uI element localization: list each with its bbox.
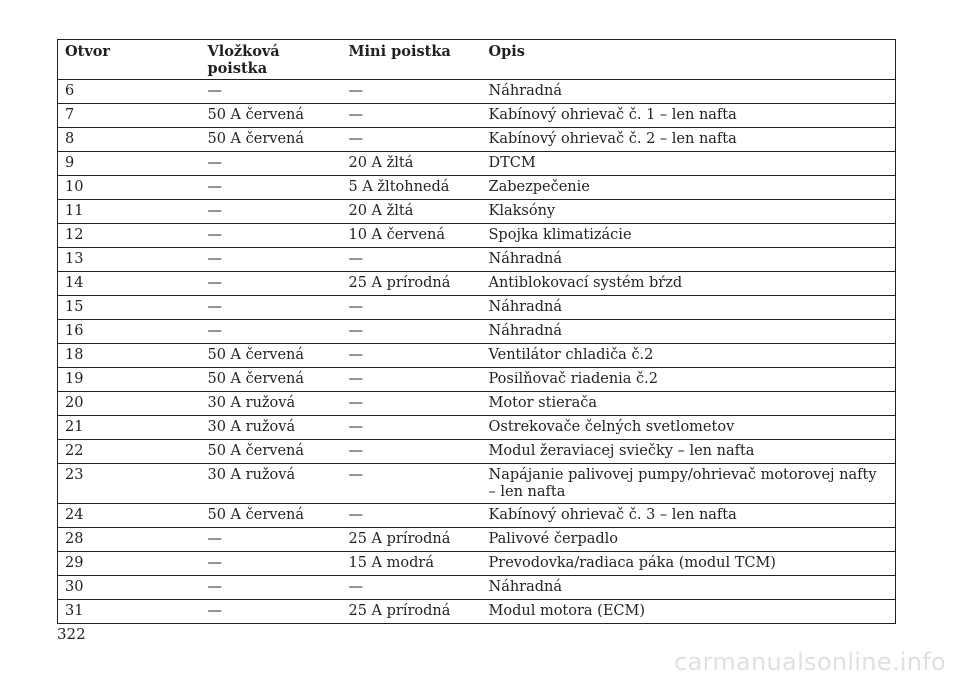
table-row xyxy=(58,200,896,224)
cell-description: Náhradná xyxy=(482,248,896,272)
cell-description: Modul motora (ECM) xyxy=(482,600,896,624)
table-row xyxy=(58,440,896,464)
fuse-table xyxy=(57,39,896,624)
cell-cartridge-fuse: — xyxy=(201,528,342,552)
cell-slot: 28 xyxy=(58,528,201,552)
cell-cartridge-fuse: — xyxy=(201,152,342,176)
cell-description: Kabínový ohrievač č. 1 – len nafta xyxy=(482,104,896,128)
cell-mini-fuse: 25 A prírodná xyxy=(342,600,482,624)
cell-description: Ostrekovače čelných svetlometov xyxy=(482,416,896,440)
table-row xyxy=(58,528,896,552)
cell-mini-fuse: — xyxy=(342,104,482,128)
cell-cartridge-fuse: — xyxy=(201,272,342,296)
cell-cartridge-fuse: 50 A červená xyxy=(201,504,342,528)
cell-cartridge-fuse: 30 A ružová xyxy=(201,392,342,416)
table-row xyxy=(58,504,896,528)
cell-cartridge-fuse: 50 A červená xyxy=(201,368,342,392)
table-row xyxy=(58,224,896,248)
cell-mini-fuse: — xyxy=(342,368,482,392)
table-row xyxy=(58,128,896,152)
cell-cartridge-fuse: — xyxy=(201,600,342,624)
cell-description: Klaksóny xyxy=(482,200,896,224)
cell-slot: 20 xyxy=(58,392,201,416)
cell-cartridge-fuse: — xyxy=(201,224,342,248)
cell-description: Motor stierača xyxy=(482,392,896,416)
cell-mini-fuse: — xyxy=(342,416,482,440)
cell-slot: 6 xyxy=(58,80,201,104)
cell-slot: 9 xyxy=(58,152,201,176)
cell-cartridge-fuse: 50 A červená xyxy=(201,344,342,368)
cell-cartridge-fuse: — xyxy=(201,552,342,576)
cell-description: Kabínový ohrievač č. 3 – len nafta xyxy=(482,504,896,528)
cell-slot: 29 xyxy=(58,552,201,576)
table-row xyxy=(58,552,896,576)
cell-mini-fuse: — xyxy=(342,504,482,528)
cell-slot: 24 xyxy=(58,504,201,528)
header-cartridge-fuse: Vložková poistka xyxy=(201,40,342,80)
table-header-row xyxy=(58,40,896,80)
cell-mini-fuse: — xyxy=(342,320,482,344)
cell-description: Palivové čerpadlo xyxy=(482,528,896,552)
cell-cartridge-fuse: 30 A ružová xyxy=(201,464,342,504)
cell-description: Posilňovač riadenia č.2 xyxy=(482,368,896,392)
cell-mini-fuse: 25 A prírodná xyxy=(342,272,482,296)
table-row xyxy=(58,576,896,600)
table-row xyxy=(58,104,896,128)
cell-slot: 16 xyxy=(58,320,201,344)
cell-mini-fuse: 20 A žltá xyxy=(342,152,482,176)
table-row xyxy=(58,368,896,392)
cell-cartridge-fuse: 50 A červená xyxy=(201,128,342,152)
header-slot: Otvor xyxy=(58,40,201,80)
cell-slot: 14 xyxy=(58,272,201,296)
page-number: 322 xyxy=(57,625,86,643)
cell-mini-fuse: 25 A prírodná xyxy=(342,528,482,552)
cell-mini-fuse: — xyxy=(342,296,482,320)
cell-mini-fuse: — xyxy=(342,464,482,504)
cell-description: Zabezpečenie xyxy=(482,176,896,200)
cell-description: Napájanie palivovej pumpy/ohrievač motorovej nafty – len nafta xyxy=(482,464,896,504)
table-row xyxy=(58,464,896,504)
table-row xyxy=(58,320,896,344)
cell-mini-fuse: — xyxy=(342,576,482,600)
cell-description: Náhradná xyxy=(482,576,896,600)
cell-description: Náhradná xyxy=(482,320,896,344)
cell-slot: 11 xyxy=(58,200,201,224)
table-row xyxy=(58,272,896,296)
cell-mini-fuse: — xyxy=(342,392,482,416)
cell-cartridge-fuse: — xyxy=(201,176,342,200)
table-row xyxy=(58,80,896,104)
table-row xyxy=(58,600,896,624)
cell-description: Spojka klimatizácie xyxy=(482,224,896,248)
cell-description: Antiblokovací systém bŕzd xyxy=(482,272,896,296)
cell-slot: 8 xyxy=(58,128,201,152)
cell-slot: 12 xyxy=(58,224,201,248)
cell-mini-fuse: 15 A modrá xyxy=(342,552,482,576)
table-row xyxy=(58,248,896,272)
cell-cartridge-fuse: — xyxy=(201,296,342,320)
cell-cartridge-fuse: 30 A ružová xyxy=(201,416,342,440)
cell-slot: 30 xyxy=(58,576,201,600)
cell-mini-fuse: — xyxy=(342,248,482,272)
cell-mini-fuse: 20 A žltá xyxy=(342,200,482,224)
cell-slot: 23 xyxy=(58,464,201,504)
cell-description: Modul žeraviacej sviečky – len nafta xyxy=(482,440,896,464)
cell-mini-fuse: 10 A červená xyxy=(342,224,482,248)
cell-slot: 7 xyxy=(58,104,201,128)
cell-slot: 18 xyxy=(58,344,201,368)
cell-mini-fuse: — xyxy=(342,80,482,104)
cell-cartridge-fuse: — xyxy=(201,80,342,104)
cell-cartridge-fuse: 50 A červená xyxy=(201,440,342,464)
table-row xyxy=(58,344,896,368)
cell-description: Ventilátor chladiča č.2 xyxy=(482,344,896,368)
cell-slot: 21 xyxy=(58,416,201,440)
cell-description: DTCM xyxy=(482,152,896,176)
watermark: carmanualsonline.info xyxy=(674,648,946,676)
table-body xyxy=(58,80,896,624)
cell-cartridge-fuse: 50 A červená xyxy=(201,104,342,128)
cell-description: Náhradná xyxy=(482,80,896,104)
table-row xyxy=(58,416,896,440)
cell-cartridge-fuse: — xyxy=(201,320,342,344)
cell-slot: 10 xyxy=(58,176,201,200)
cell-cartridge-fuse: — xyxy=(201,576,342,600)
header-mini-fuse: Mini poistka xyxy=(342,40,482,80)
cell-description: Prevodovka/radiaca páka (modul TCM) xyxy=(482,552,896,576)
cell-cartridge-fuse: — xyxy=(201,200,342,224)
header-description: Opis xyxy=(482,40,896,80)
cell-slot: 22 xyxy=(58,440,201,464)
cell-slot: 31 xyxy=(58,600,201,624)
table-row xyxy=(58,392,896,416)
cell-description: Náhradná xyxy=(482,296,896,320)
cell-cartridge-fuse: — xyxy=(201,248,342,272)
cell-mini-fuse: — xyxy=(342,344,482,368)
cell-mini-fuse: 5 A žltohnedá xyxy=(342,176,482,200)
table-row xyxy=(58,152,896,176)
table-row xyxy=(58,176,896,200)
cell-slot: 13 xyxy=(58,248,201,272)
cell-mini-fuse: — xyxy=(342,128,482,152)
cell-slot: 19 xyxy=(58,368,201,392)
table-row xyxy=(58,296,896,320)
cell-mini-fuse: — xyxy=(342,440,482,464)
cell-description: Kabínový ohrievač č. 2 – len nafta xyxy=(482,128,896,152)
cell-slot: 15 xyxy=(58,296,201,320)
